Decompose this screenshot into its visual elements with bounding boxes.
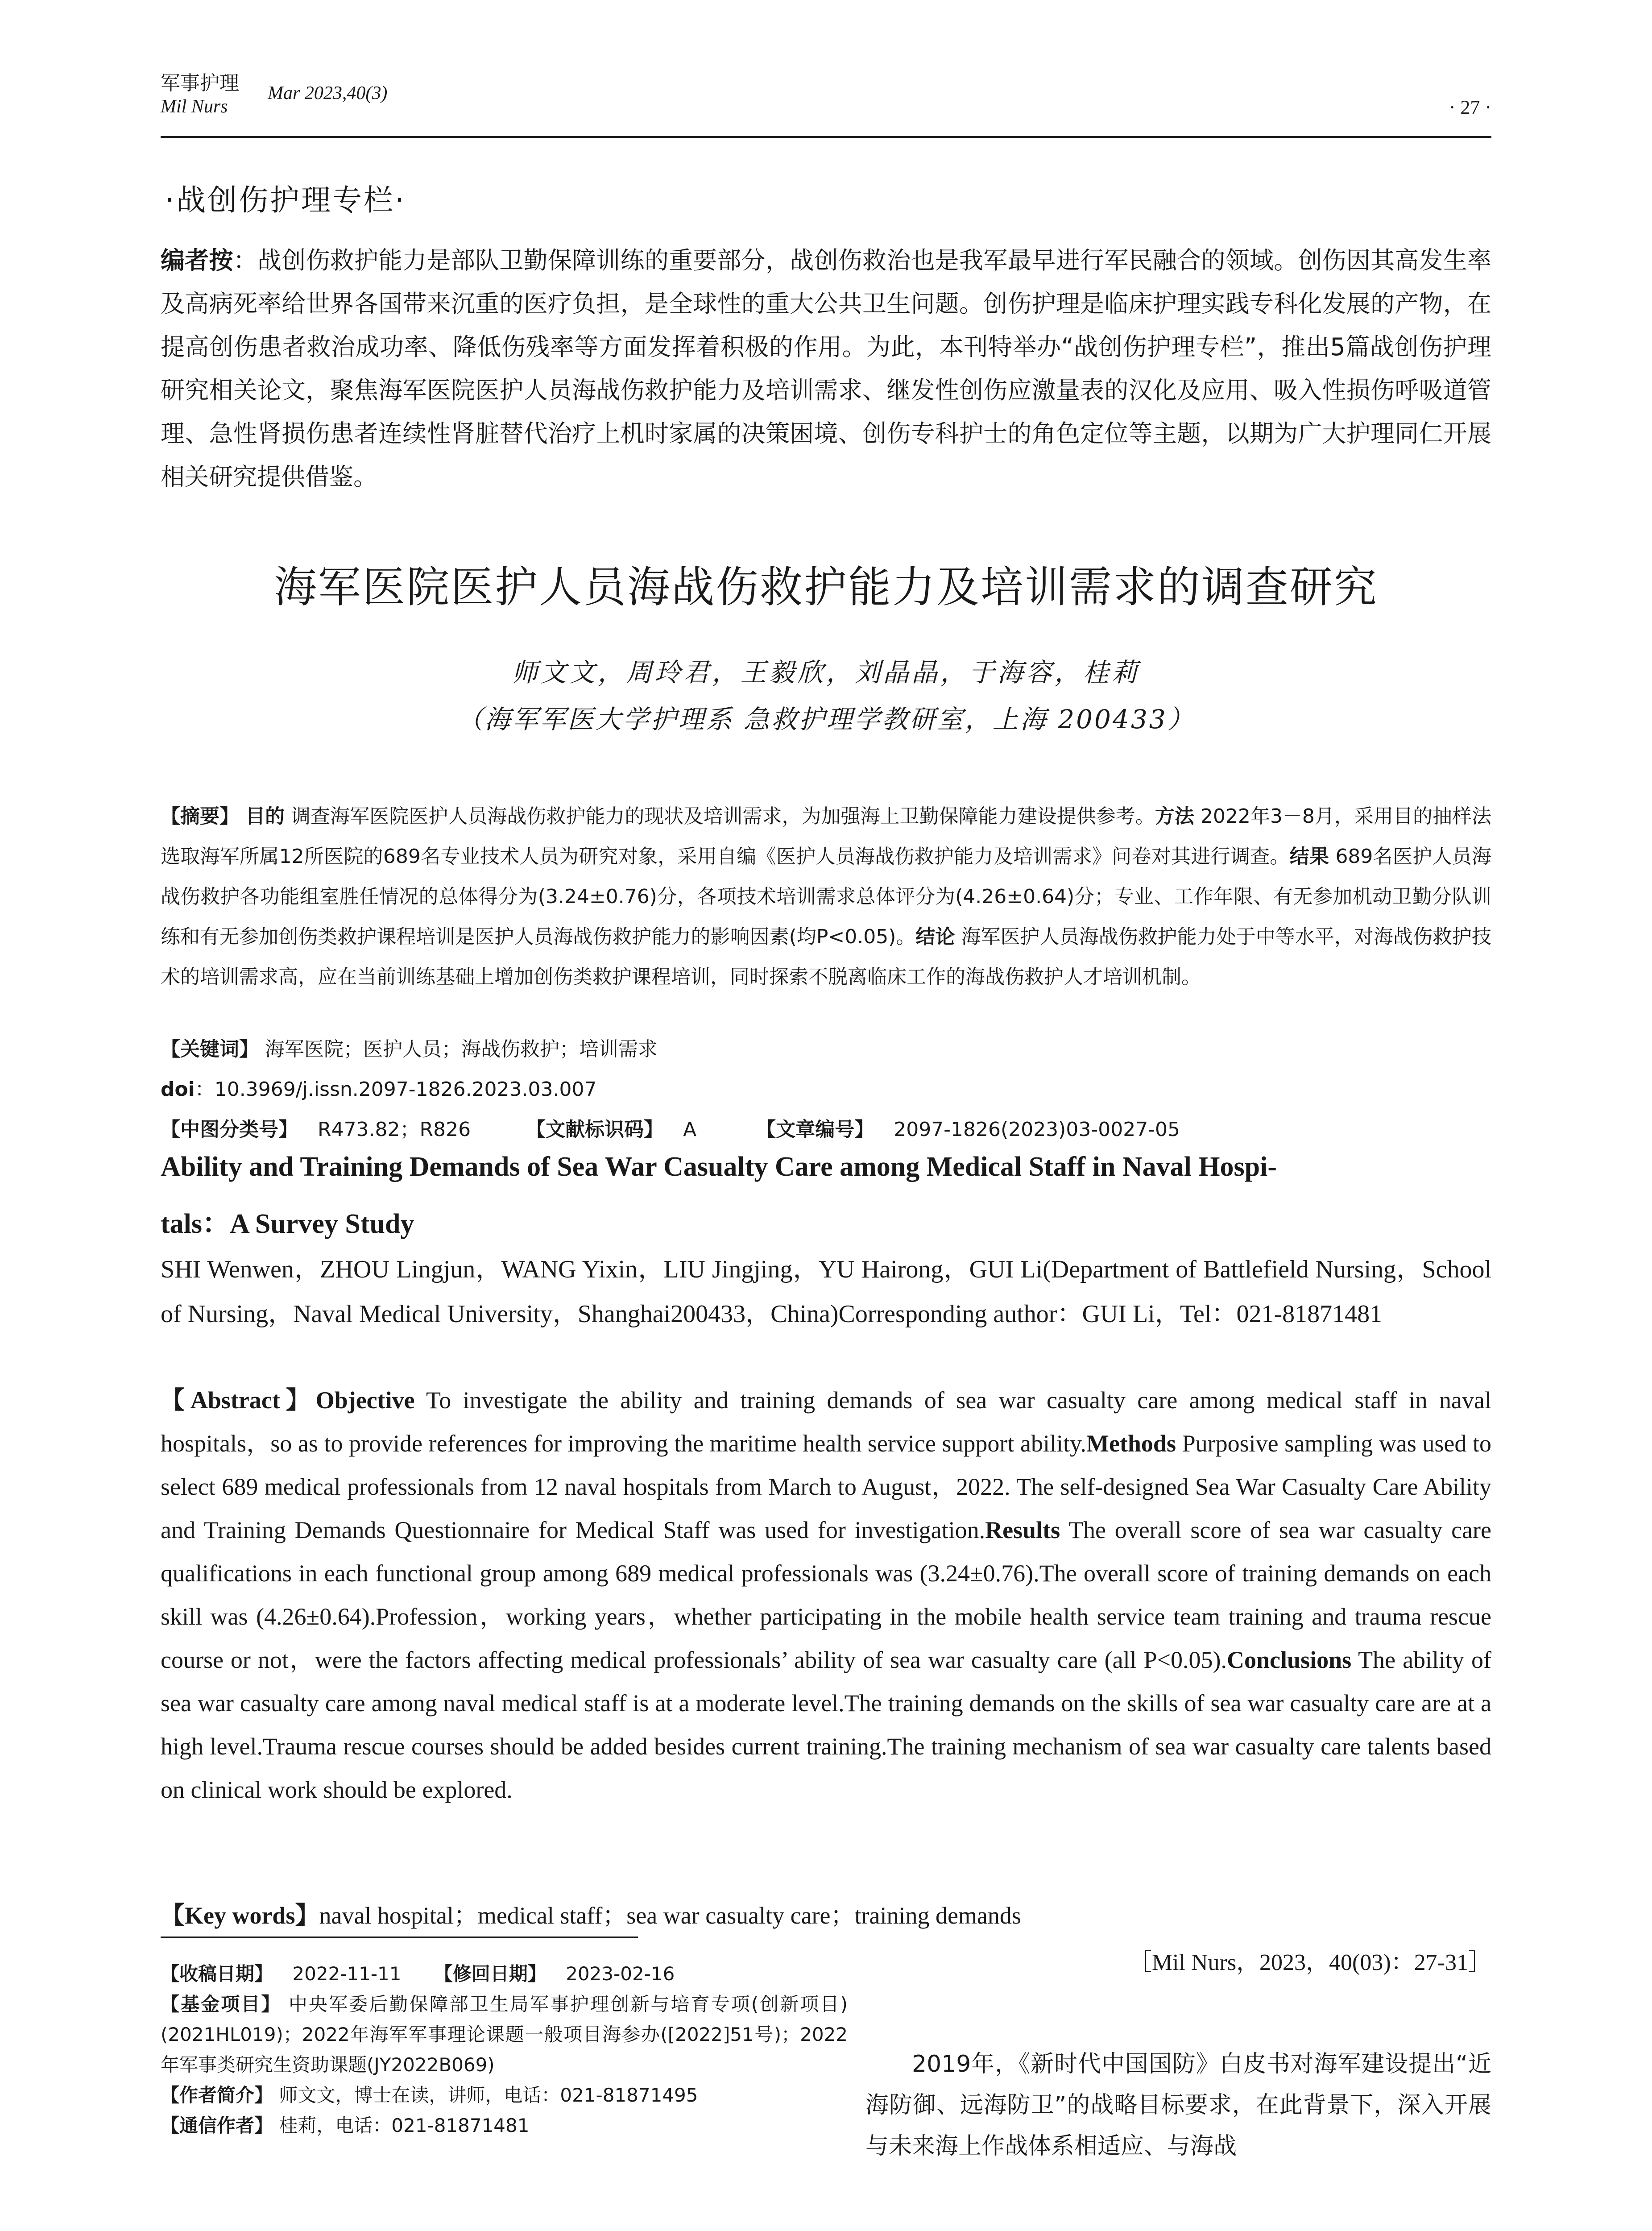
abstract-en <box>161 1379 1491 1812</box>
column-title: ·战创伤护理专栏· <box>165 183 406 217</box>
citation: ［Mil Nurs，2023，40(03)：27-31］ <box>1128 1950 1491 1975</box>
abstract-cn-objective: 调查海军医院医护人员海战伤救护能力的现状及培训需求，为加强海上卫勤保障能力建设提供参考。 <box>291 805 1155 828</box>
editor-note-text: ：战创伤救护能力是部队卫勤保障训练的重要部分，战创伤救治也是我军最早进行军民融合的领域。创伤因其高发生率及高病死率给世界各国带来沉重的医疗负担，是全球性的重大公共卫生问题。创伤护理是临床护理实践专科化发展的产物，在提高创伤患者救治成功率、降低伤残率等方面发挥着积极的作用。为此，本刊特举办“战创伤护理专栏”，推出5篇战创伤护理研究相关论文，聚焦海军医院医护人员海战伤救护能力及培训需求、继发性创伤应激量表的汉化及应用、吸入性损伤呼吸道管理、急性肾损伤患者连续性肾脏替代治疗上机时家属的决策困境、创伤专科护士的角色定位等主题，以期为广大护理同仁开展相关研究提供借鉴。 <box>161 246 1492 491</box>
abstract-en-results: The overall score of sea war casualty care qualifications in each functional group among 689 medical professionals was (3.24±0.76).The overall score of training demands on each skill was (4.26±0.64).Profession，working years，whether participating in the mobile health service team training and trauma rescue course or not，were the factors affecting medical professionals’ ability of sea war casualty care (all P<0.05). <box>161 1517 1492 1673</box>
article-no-value: 2097-1826(2023)03-0027-05 <box>894 1118 1180 1141</box>
abstract-en-results-label: Results <box>985 1517 1060 1543</box>
abstract-cn-results: 689名医护人员海战伤救护各功能组室胜任情况的总体得分为(3.24±0.76)分，各项技术培训需求总体评分为(4.26±0.64)分；专业、工作年限、有无参加机动卫勤分队训练和有无参加创伤类救护课程培训是医护人员海战伤救护能力的影响因素(均P<0.05)。 <box>161 845 1491 948</box>
received-label: 【收稿日期】 <box>161 1963 273 1985</box>
dates-row <box>161 1959 848 1989</box>
journal-name-en: Mil Nurs <box>161 96 228 117</box>
editor-note-label: 编者按 <box>161 246 233 274</box>
journal-name-cn: 军事护理 <box>161 72 239 95</box>
abstract-cn-conclusion-label: 结论 <box>915 925 955 948</box>
body-paragraph: 2019年，《新时代中国国防》白皮书对海军建设提出“近海防御、远海防卫”的战略目标要求，在此背景下，深入开展与未来海上作战体系相适应、与海战 <box>865 2051 1491 2160</box>
doi-label: doi <box>161 1078 195 1101</box>
doc-code-label: 【文献标识码】 <box>526 1118 664 1141</box>
abstract-cn-label: 【摘要】 <box>161 805 240 828</box>
article-title-en-line2: tals：A Survey Study <box>161 1209 414 1239</box>
doc-code-value: A <box>683 1118 697 1141</box>
article-title-cn: 海军医院医护人员海战伤救护能力及培训需求的调查研究 <box>274 562 1378 612</box>
article-no-label: 【文章编号】 <box>756 1118 874 1141</box>
abstract-cn-results-label: 结果 <box>1289 845 1329 868</box>
footnotes <box>161 1959 848 2141</box>
received-date: 2022-11-11 <box>292 1963 402 1985</box>
abstract-en-conclusion: The ability of sea war casualty care among naval medical staff is at a moderate level.The training demands on the skills of sea war casualty care are at a high level.Trauma rescue courses should be added besides current training.The training mechanism of sea war casualty care talents based on clinical work should be explored. <box>161 1646 1491 1803</box>
class-value: R473.82；R826 <box>318 1118 471 1141</box>
corresponding-row <box>161 2111 848 2141</box>
fund-label: 【基金项目】 <box>161 1993 282 2015</box>
footnote-rule <box>161 1937 638 1938</box>
page-number: · 27 · <box>1449 96 1491 118</box>
abstract-cn-conclusion: 海军医护人员海战伤救护能力处于中等水平，对海战伤救护技术的培训需求高，应在当前训练基础上增加创伤类救护课程培训，同时探索不脱离临床工作的海战伤救护人才培训机制。 <box>161 925 1492 988</box>
doi-value: ：10.3969/j.issn.2097-1826.2023.03.007 <box>195 1078 597 1101</box>
affiliation-cn: （海军军医大学护理系 急救护理学教研室，上海 200433） <box>457 704 1195 734</box>
article-title-en-line1: Ability and Training Demands of Sea War Casualty Care among Medical Staff in Naval Hospi- <box>161 1152 1277 1182</box>
fund-row <box>161 1989 848 2080</box>
corresponding-text: 桂莉，电话：021-81871481 <box>279 2115 530 2136</box>
issue-info: Mar 2023,40(3) <box>268 83 388 104</box>
abstract-cn-methods: 2022年3－8月，采用目的抽样法选取海军所属12所医院的689名专业技术人员为研究对象，采用自编《医护人员海战伤救护能力及培训需求》问卷对其进行调查。 <box>161 805 1491 868</box>
keywords-en-text: naval hospital；medical staff；sea war casualty care；training demands <box>319 1902 1021 1929</box>
author-bio-text: 师文文，博士在读，讲师，电话：021-81871495 <box>279 2084 698 2106</box>
keywords-cn-label: 【关键词】 <box>161 1038 259 1061</box>
abstract-en-methods: Purposive sampling was used to select 689 medical professionals from 12 naval hospitals from March to August，2022. The self-designed Sea War Casualty Care Ability and Training Demands Questionnaire for Medical Staff was used for investigation. <box>161 1430 1492 1543</box>
classification-row <box>161 1113 1180 1142</box>
abstract-cn <box>161 796 1491 997</box>
abstract-cn-methods-label: 方法 <box>1155 805 1194 828</box>
abstract-en-objective: To investigate the ability and training demands of sea war casualty care among medical staff in naval hospitals，so as to provide references for improving the maritime health service support ability. <box>161 1387 1491 1457</box>
class-label: 【中图分类号】 <box>161 1118 298 1141</box>
keywords-cn <box>161 1033 658 1062</box>
author-bio-label: 【作者简介】 <box>161 2084 273 2106</box>
keywords-en-label: 【Key words】 <box>161 1902 319 1929</box>
revised-label: 【修回日期】 <box>434 1963 547 1985</box>
fund-text: 中央军委后勤保障部卫生局军事护理创新与培育专项(创新项目)(2021HL019)；2022年海军军事理论课题一般项目海参办([2022]51号)；2022年军事类研究生资助课题(JY2022B069) <box>161 1993 848 2076</box>
revised-date: 2023-02-16 <box>566 1963 675 1985</box>
keywords-en <box>161 1896 1021 1931</box>
authors-en: SHI Wenwen，ZHOU Lingjun，WANG Yixin，LIU Jingjing，YU Hairong，GUI Li(Department of Battlefield Nursing，School of Nursing，Naval Medical University，Shanghai200433，China)Corresponding author：GUI Li，Tel：021-81871481 <box>161 1256 1491 1328</box>
editor-note <box>161 239 1491 498</box>
keywords-cn-text: 海军医院；医护人员；海战伤救护；培训需求 <box>265 1038 658 1061</box>
header-rule <box>161 136 1491 138</box>
abstract-en-methods-label: Methods <box>1086 1430 1176 1457</box>
authors-cn: 师文文，周玲君，王毅欣，刘晶晶，于海容，桂莉 <box>512 657 1140 688</box>
abstract-en-conclusion-label: Conclusions <box>1227 1646 1352 1673</box>
abstract-en-label: 【Abstract】 <box>161 1387 316 1414</box>
doi <box>161 1073 596 1102</box>
abstract-en-objective-label: Objective <box>315 1387 415 1414</box>
abstract-cn-objective-label: 目的 <box>245 805 285 828</box>
author-bio-row <box>161 2080 848 2111</box>
corresponding-label: 【通信作者】 <box>161 2115 273 2136</box>
